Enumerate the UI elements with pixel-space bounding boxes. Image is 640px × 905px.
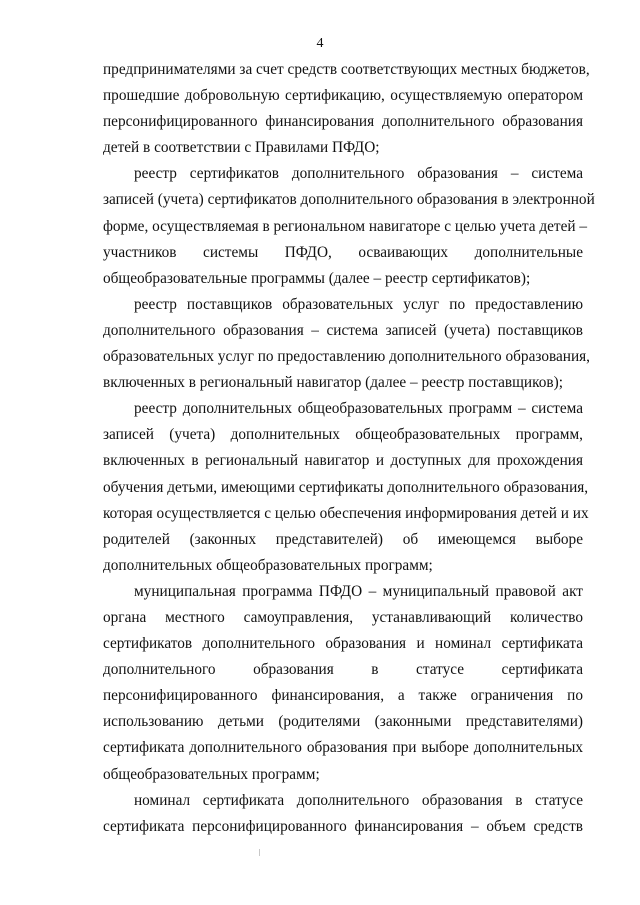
text-line: органа местного самоуправления, устанавливающий количество xyxy=(103,608,583,626)
text-line: форме, осуществляемая в региональном навигаторе с целью учета детей – xyxy=(103,217,588,235)
text-line: включенных в региональный навигатор и доступных для прохождения xyxy=(103,452,583,470)
text-line: персонифицированного финансирования дополнительного образования xyxy=(103,113,583,131)
scan-mark xyxy=(259,849,260,856)
text-line: сертификата персонифицированного финансирования – объем средств xyxy=(103,817,583,835)
paragraph-first-line: реестр сертификатов дополнительного образования – система xyxy=(134,165,583,183)
text-line: которая осуществляется с целью обеспечения информирования детей и их xyxy=(103,504,589,522)
paragraph-first-line: муниципальная программа ПФДО – муниципальный правовой акт xyxy=(134,582,583,600)
text-line: родителей (законных представителей) об имеющемся выборе xyxy=(103,530,583,548)
text-line: включенных в региональный навигатор (далее – реестр поставщиков); xyxy=(103,374,563,392)
text-line: сертификата дополнительного образования при выборе дополнительных xyxy=(103,739,583,757)
document-body xyxy=(103,57,595,840)
text-line: обучения детьми, имеющими сертификаты дополнительного образования, xyxy=(103,478,589,496)
paragraph-first-line: номинал сертификата дополнительного образования в статусе xyxy=(134,791,583,809)
text-line: общеобразовательные программы (далее – реестр сертификатов); xyxy=(103,269,531,287)
text-line: дополнительных общеобразовательных программ; xyxy=(103,556,433,574)
page-number: 4 xyxy=(316,36,324,51)
text-line: записей (учета) сертификатов дополнительного образования в электронной xyxy=(103,191,595,209)
text-line: дополнительного образования – система записей (учета) поставщиков xyxy=(103,321,583,339)
text-line: персонифицированного финансирования, а также ограничения по xyxy=(103,687,583,705)
text-line: предпринимателями за счет средств соответствующих местных бюджетов, xyxy=(103,61,590,78)
text-line: использованию детьми (родителями (законными представителями) xyxy=(103,713,583,731)
text-line: сертификатов дополнительного образования и номинал сертификата xyxy=(103,635,583,653)
paragraph-first-line: реестр дополнительных общеобразовательных программ – система xyxy=(134,400,583,418)
text-line: детей в соответствии с Правилами ПФДО; xyxy=(103,139,380,157)
text-line: прошедшие добровольную сертификацию, осуществляемую оператором xyxy=(103,87,583,105)
text-line: участников системы ПФДО, осваивающих дополнительные xyxy=(103,243,583,261)
text-line: дополнительного образования в статусе сертификата xyxy=(103,661,583,679)
text-line: общеобразовательных программ; xyxy=(103,765,320,783)
paragraph-first-line: реестр поставщиков образовательных услуг по предоставлению xyxy=(134,295,583,313)
text-line: записей (учета) дополнительных общеобразовательных программ, xyxy=(103,426,583,444)
text-line: образовательных услуг по предоставлению дополнительного образования, xyxy=(103,348,591,366)
